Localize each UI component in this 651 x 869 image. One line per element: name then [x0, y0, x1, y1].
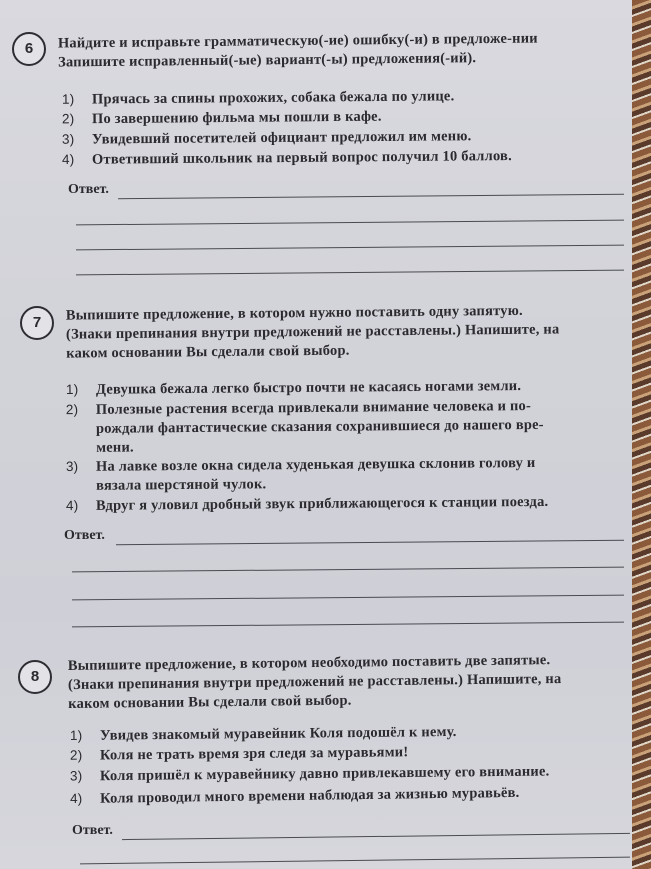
- option-number: 1): [61, 91, 75, 107]
- task-question: [68, 651, 562, 714]
- question-line: Выпишите предложение, в котором необходимо поставить две запятые.: [67, 652, 551, 675]
- option-text: На лавке возле окна сидела худенькая девушка склонив голову и: [95, 454, 536, 475]
- answer-label: Ответ.: [72, 823, 113, 838]
- question-line: (Знаки препинания внутри предложений не расставлены.) Напишите, на: [65, 321, 560, 343]
- option-text: Ответивший школьник на первый вопрос получил 10 баллов.: [91, 148, 512, 168]
- question-line: (Знаки препинания внутри предложений не расставлены.) Напишите, на: [67, 670, 562, 694]
- answer-line[interactable]: [118, 194, 624, 199]
- question-line: каком основании Вы сделали свой выбор.: [68, 692, 352, 713]
- option-text: Девушка бежала легко быстро почти не касаясь ногами земли.: [95, 378, 522, 398]
- option-number: 3): [69, 768, 83, 784]
- option-4: [62, 146, 512, 170]
- option-text: Увидевший посетителей официант предложил им меню.: [91, 128, 472, 148]
- answer-line[interactable]: [80, 857, 630, 865]
- task-number-badge: 6: [12, 32, 46, 66]
- option-number: 2): [61, 111, 75, 127]
- option-2: [62, 107, 382, 130]
- option-2: [70, 742, 409, 766]
- option-text: Коля пришёл к муравейнику давно привлекавшему его внимание.: [99, 763, 550, 785]
- task-question: [66, 301, 560, 363]
- answer-line[interactable]: [122, 833, 630, 840]
- option-number: 1): [69, 727, 83, 744]
- answer-line[interactable]: [76, 245, 624, 251]
- option-number: 3): [61, 131, 75, 147]
- option-2: [66, 396, 544, 458]
- option-number: 4): [65, 497, 79, 514]
- option-number: 2): [65, 401, 79, 418]
- answer-line[interactable]: [72, 567, 624, 573]
- question-line: Найдите и исправьте грамматическую(-ие) ошибку(-и) в предложе-нии: [57, 30, 538, 52]
- question-line: Выпишите предложение, в котором нужно поставить одну запятую.: [65, 302, 523, 324]
- option-4: [70, 783, 520, 809]
- option-4: [66, 492, 548, 516]
- option-3: [66, 453, 536, 496]
- option-number: 2): [69, 747, 83, 763]
- task-number-badge: 7: [20, 306, 54, 340]
- option-number: 3): [65, 458, 79, 475]
- option-text: Вдруг я уловил дробный звук приближающегося к станции поезда.: [95, 493, 549, 514]
- option-number: 1): [65, 381, 79, 397]
- option-text: По завершению фильма мы пошли в кафе.: [91, 108, 382, 128]
- option-text: Полезные растения всегда привлекали внимание человека и по-: [95, 398, 532, 418]
- answer-line[interactable]: [72, 595, 624, 601]
- option-text: Коля не трать время зря следя за муравьями!: [99, 744, 409, 764]
- background-fabric: [632, 0, 651, 869]
- answer-label: Ответ.: [64, 528, 105, 543]
- task-number-badge: 8: [18, 660, 52, 694]
- question-line: Запишите исправленный(-ые) вариант(-ы) предложения(-ий).: [58, 50, 477, 71]
- option-text: Прячась за спины прохожих, собака бежала по улице.: [91, 88, 455, 108]
- task-question: [58, 29, 538, 72]
- option-number: 4): [69, 790, 83, 807]
- option-text: мени.: [96, 439, 134, 456]
- answer-line[interactable]: [76, 270, 624, 276]
- answer-line[interactable]: [76, 220, 624, 226]
- option-text: Коля проводил много времени наблюдая за жизнью муравьёв.: [99, 784, 520, 807]
- question-line: каком основании Вы сделали свой выбор.: [66, 342, 350, 362]
- answer-label: Ответ.: [68, 182, 109, 197]
- option-1: [62, 86, 455, 109]
- option-number: 4): [61, 151, 75, 167]
- option-text: рождали фантастические сказания сохранившиеся до нашего вре-: [95, 416, 544, 437]
- answer-line[interactable]: [72, 622, 624, 628]
- option-text: вязала шерстяной чулок.: [96, 476, 267, 494]
- answer-line[interactable]: [116, 540, 624, 545]
- option-text: Увидев знакомый муравейник Коля подошёл к нему.: [99, 723, 457, 744]
